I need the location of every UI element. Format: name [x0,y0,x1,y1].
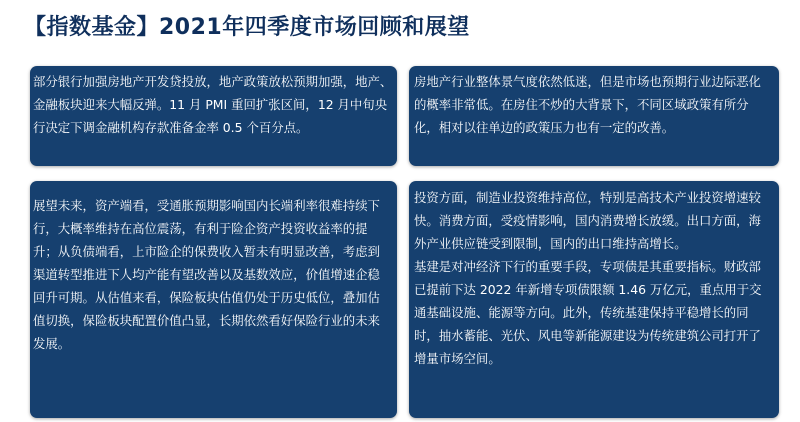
paragraph: 部分银行加强房地产开发贷投放，地产政策放松预期加强，地产、金融板块迎来大幅反弹。11 月 PMI 重回扩张区间，12 月中旬央行决定下调金融机构存款准备金率 0.5 个百分点。 [33,74,393,135]
page-title: 【指数基金】2021年四季度市场回顾和展望 [24,15,470,40]
text-box-top-right [409,66,779,166]
paragraph: 房地产行业整体景气度依然低迷，但是市场也预期行业边际恶化的概率非常低。在房住不炒的大背景下，不同区域政策有所分化，相对以往单边的政策压力也有一定的改善。 [414,74,761,135]
paragraph: 基建是对冲经济下行的重要手段，专项债是其重要指标。财政部已提前下达 2022 年新增专项债限额 1.46 万亿元，重点用于交通基础设施、能源等方向。此外，传统基建保持平稳增长的同时，抽水蓄能、光伏、风电等新能源建设为传统建筑公司打开了增量市场空间。 [414,259,762,366]
text-box-bottom-right [409,181,779,418]
text-box-bottom-left [30,181,397,418]
paragraph: 展望未来，资产端看，受通胀预期影响国内长端利率很难持续下行，大概率维持在高位震荡，有利于险企资产投资收益率的提升；从负债端看，上市险企的保费收入暂未有明显改善，考虑到渠道转型推进下人均产能有望改善以及基数效应，价值增速企稳回升可期。从估值来看，保险板块估值仍处于历史低位，叠加估值切换，保险板块配置价值凸显，长期依然看好保险行业的未来发展。 [33,198,380,351]
paragraph: 投资方面，制造业投资维持高位，特别是高技术产业投资增速较快。消费方面，受疫情影响，国内消费增长放缓。出口方面，海外产业供应链受到限制，国内的出口维持高增长。 [414,190,761,251]
text-box-top-left [30,66,397,166]
